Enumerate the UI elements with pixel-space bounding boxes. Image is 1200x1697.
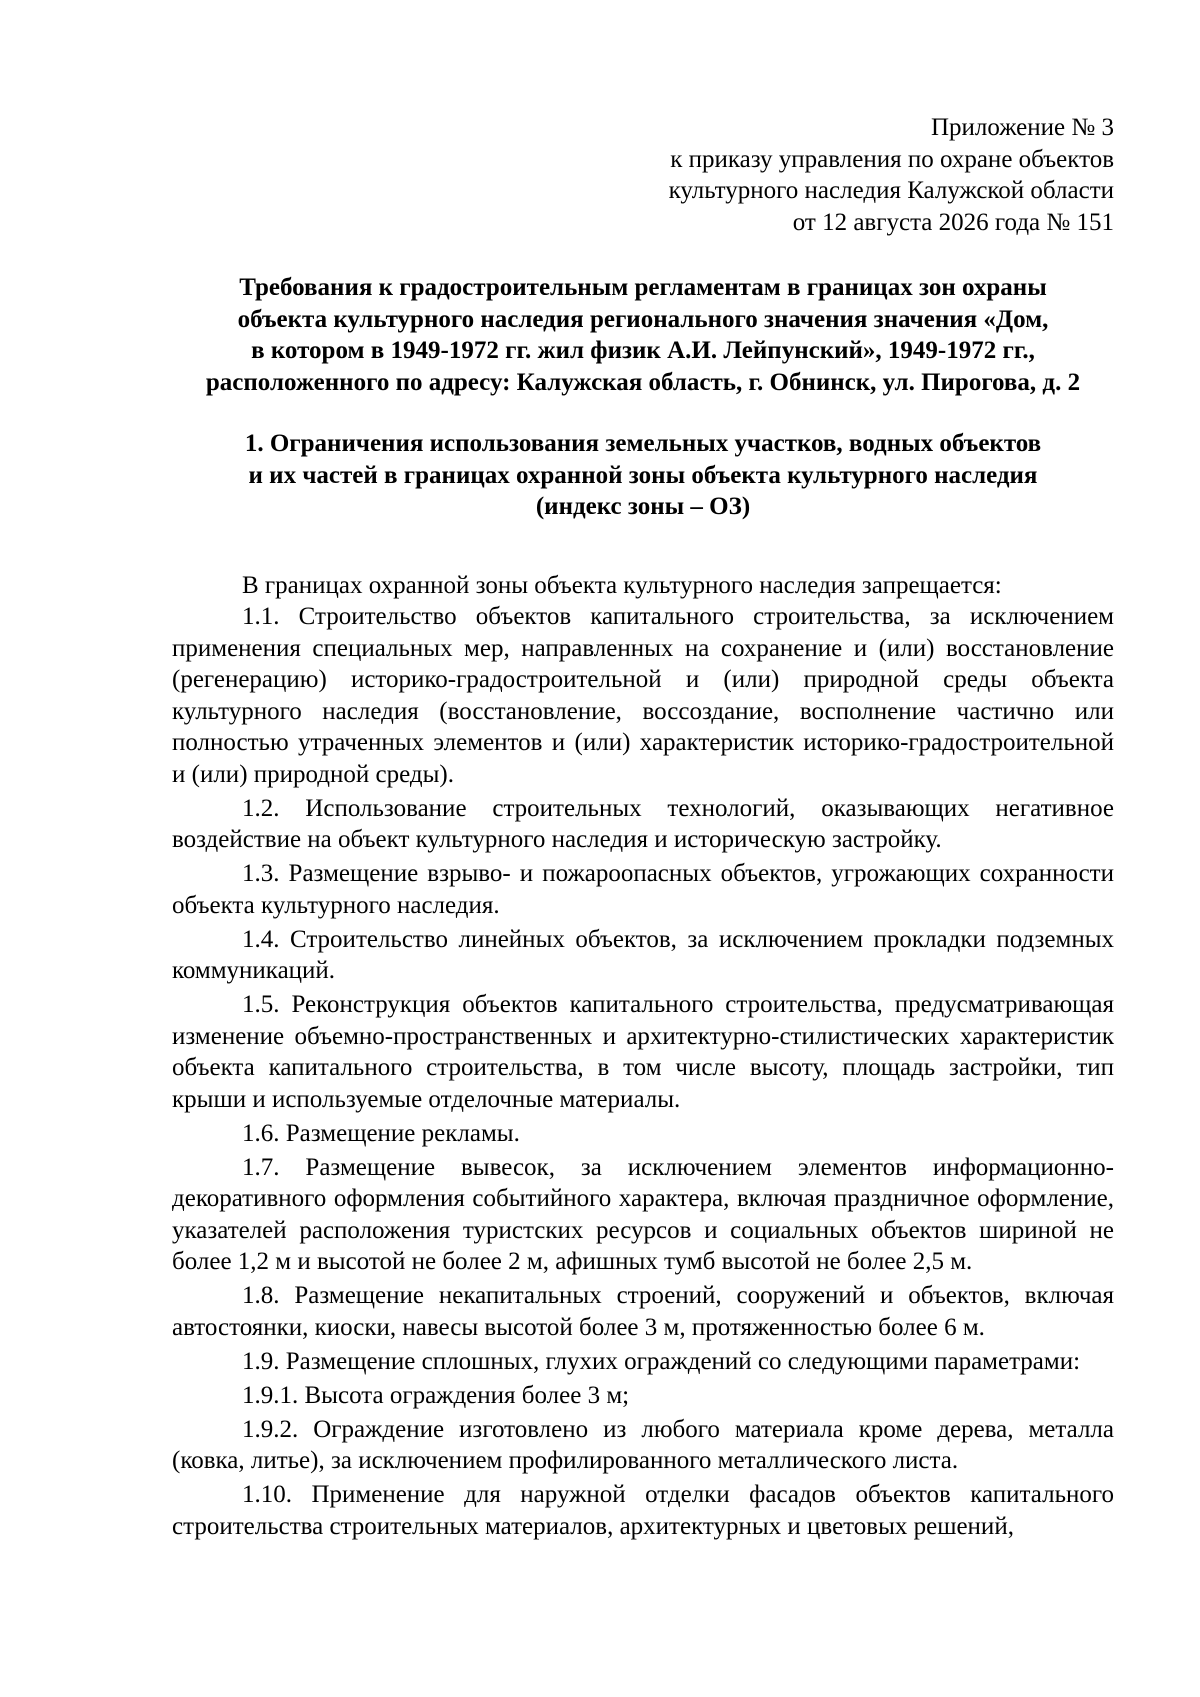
document-page	[172, 112, 1114, 1545]
restrictions-list	[172, 601, 1114, 1542]
section-heading	[172, 428, 1114, 523]
section-heading-line-1: 1. Ограничения использования земельных участков, водных объектов	[244, 430, 1042, 457]
section-heading-line-3: (индекс зоны – ОЗ)	[535, 493, 751, 520]
document-title-line-4: расположенного по адресу: Калужская область, г. Обнинск, ул. Пирогова, д. 2	[205, 368, 1081, 396]
list-item-1-2: 1.2. Использование строительных технологий, оказывающих негативное воздействие на объект культурного наследия и историческую застройку.	[172, 794, 1114, 853]
list-item-1-6: 1.6. Размещение рекламы.	[242, 1119, 520, 1147]
appendix-order-line: к приказу управления по охране объектов	[670, 145, 1114, 173]
list-item-1-3: 1.3. Размещение взрыво- и пожароопасных объектов, угрожающих сохранности объекта культурного наследия.	[172, 860, 1114, 919]
document-title-line-1: Требования к градостроительным регламентам в границах зон охраны	[239, 274, 1047, 301]
list-item-1-8: 1.8. Размещение некапитальных строений, сооружений и объектов, включая автостоянки, киоски, навесы высотой более 3 м, протяженностью более 6 м.	[172, 1282, 1114, 1341]
list-item-1-9: 1.9. Размещение сплошных, глухих ограждений со следующими параметрами:	[242, 1347, 1081, 1375]
document-title-line-2: объекта культурного наследия регионального значения значения «Дом,	[237, 305, 1049, 333]
section-heading-line-2: и их частей в границах охранной зоны объекта культурного наследия	[248, 461, 1038, 489]
list-item-1-4: 1.4. Строительство линейных объектов, за исключением прокладки подземных коммуникаций.	[172, 925, 1114, 984]
list-item-1-5: 1.5. Реконструкция объектов капитального строительства, предусматривающая изменение объемно-пространственных и архитектурно-стилистических характеристик объекта капитального строительства, в том числе высоту, площадь застройки, тип крыши и используемые отделочные материалы.	[172, 991, 1114, 1113]
appendix-number: Приложение № 3	[930, 114, 1114, 141]
list-item-1-10: 1.10. Применение для наружной отделки фасадов объектов капитального строительства строительных материалов, архитектурных и цветовых решений,	[172, 1481, 1114, 1540]
list-item-1-7: 1.7. Размещение вывесок, за исключением элементов информационно-декоративного оформления событийного характера, включая праздничное оформление, указателей расположения туристских ресурсов и социальных объектов шириной не более 1,2 м и высотой не более 2 м, афишных тумб высотой не более 2,5 м.	[172, 1153, 1114, 1275]
intro-paragraph: В границах охранной зоны объекта культурного наследия запрещается:	[242, 571, 1002, 599]
document-title-line-3: в котором в 1949-1972 гг. жил физик А.И. Лейпунский», 1949-1972 гг.,	[251, 337, 1035, 364]
appendix-date-line: от 12 августа 2026 года № 151	[792, 208, 1114, 236]
list-item-1-1: 1.1. Строительство объектов капитального строительства, за исключением применения специальных мер, направленных на сохранение и (или) восстановление (регенерацию) историко-градостроительной и (или) природной среды объекта культурного наследия (восстановление, воссоздание, восполнение частично или полностью утраченных элементов и (или) характеристик историко-градостроительной и (или) природной среды).	[172, 603, 1114, 788]
appendix-header	[172, 112, 1114, 238]
list-item-1-9-2: 1.9.2. Ограждение изготовлено из любого материала кроме дерева, металла (ковка, литье), за исключением профилированного металлического листа.	[172, 1415, 1114, 1474]
appendix-authority-line: культурного наследия Калужской области	[668, 177, 1114, 204]
document-title	[172, 272, 1114, 398]
list-item-1-9-1: 1.9.1. Высота ограждения более 3 м;	[242, 1381, 630, 1409]
